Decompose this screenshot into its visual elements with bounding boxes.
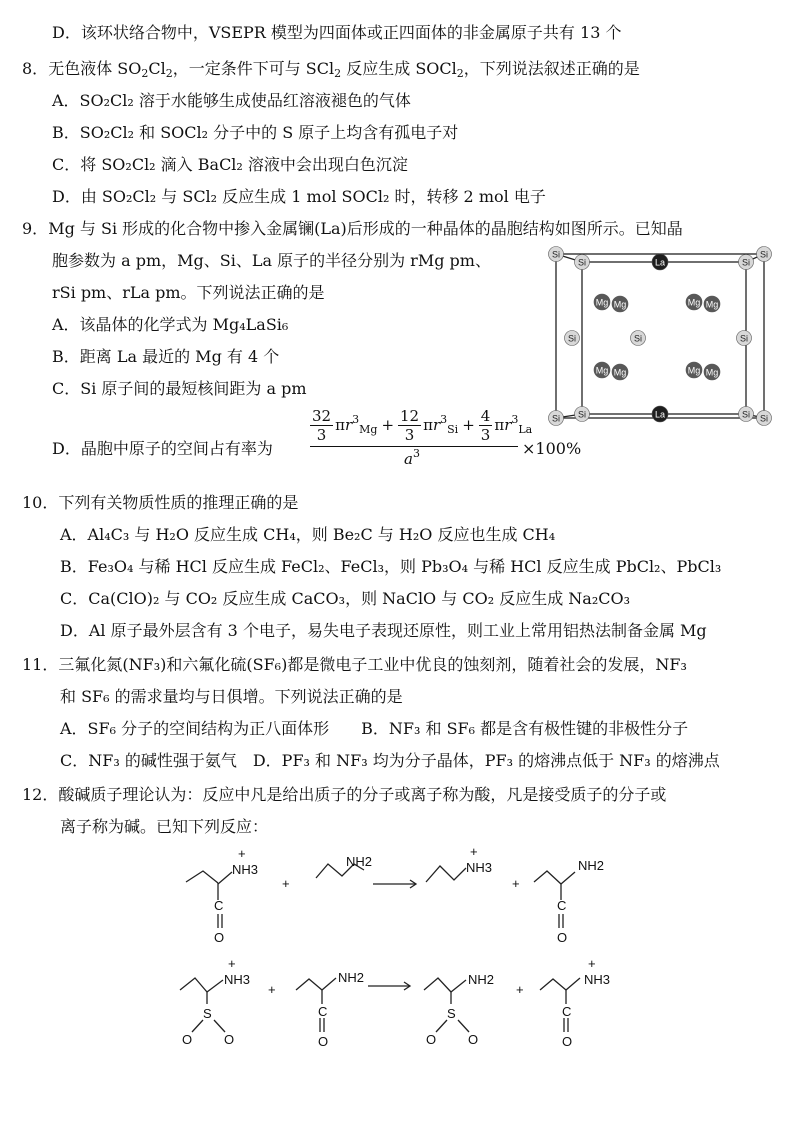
charge-plus: +: [588, 956, 596, 971]
acetamide-chain-2: [534, 871, 561, 884]
coef-mg: [310, 407, 333, 444]
plus-sign: +: [512, 876, 520, 891]
acetamide-chain-1: [186, 871, 218, 883]
si-atom-label: Si: [633, 333, 643, 344]
mg-atom-label: Mg: [687, 297, 701, 308]
q8-option-d: D．由 SO₂Cl₂ 与 SCl₂ 反应生成 1 mol SOCl₂ 时，转移 2 mol 电子: [52, 187, 546, 206]
q10-option-b: B．Fe₃O₄ 与稀 HCl 反应生成 FeCl₂、FeCl₃，则 Pb₃O₄ 与稀 HCl 反应生成 PbCl₂、PbCl₃: [60, 557, 722, 576]
si-atom-label: Si: [759, 413, 769, 424]
q8-number: 8．: [22, 59, 49, 78]
formula-denominator: $a^3$: [404, 447, 420, 468]
sulfur-atom: S: [203, 1006, 212, 1021]
q10-option-a: A．Al₄C₃ 与 H₂O 反应生成 CH₄，则 Be₂C 与 H₂O 反应也生成 CH₄: [60, 525, 556, 544]
denominator-a: a: [404, 450, 413, 468]
charge-plus: +: [470, 844, 478, 859]
q8-option-c: C．将 SO₂Cl₂ 滴入 BaCl₂ 溶液中会出现白色沉淀: [52, 155, 408, 174]
coef-si-num: 12: [400, 406, 420, 425]
packing-formula: $\frac{32}{3}$ $\pi r^3_{Mg}$ + $\frac{12}{3}$ $\pi r^3_{Si}$ + $\frac{4}{3}$ $\pi r^3_{La}$ $a^3$: [312, 406, 533, 468]
q9-option-d-tail: ×100%: [522, 439, 582, 458]
q12-number: 12．: [22, 785, 59, 804]
pi-symbol: π: [335, 416, 345, 434]
q11-options-cd: C．NF₃ 的碱性强于氨气 D．PF₃ 和 NF₃ 均为分子晶体，PF₃ 的熔沸点低于 NF₃ 的熔沸点: [60, 751, 720, 770]
si-atom-label: Si: [739, 333, 749, 344]
coef-mg-num: 32: [312, 406, 332, 425]
coef-si: [398, 407, 421, 444]
coef-mg-den: 3: [316, 425, 327, 444]
la-atom-label: La: [654, 409, 666, 420]
si-atom-label: Si: [741, 409, 751, 420]
nh3-group: NH3: [224, 972, 251, 987]
sulfonamide-chain-1: [180, 978, 207, 992]
q9-option-d-label: D．晶胞中原子的空间占有率为: [52, 439, 273, 458]
q9-option-c: C．Si 原子间的最短核间距为 a pm: [52, 379, 307, 398]
q8-option-a: A．SO₂Cl₂ 溶于水能够生成使品红溶液褪色的气体: [52, 91, 411, 110]
q10-stem: [22, 492, 298, 514]
pi-symbol: π: [423, 416, 433, 434]
q9-stem-text: Mg 与 Si 形成的化合物中掺入金属镧(La)后形成的一种晶体的晶胞结构如图所示。已知晶: [48, 219, 683, 238]
nh2-group: NH2: [468, 972, 495, 987]
charge-plus: +: [228, 956, 236, 971]
carbon-atom: C: [557, 898, 567, 913]
carbon-atom: C: [562, 1004, 572, 1019]
q11-stem-line1: [22, 654, 687, 676]
q8-option-b: B．SO₂Cl₂ 和 SOCl₂ 分子中的 S 原子上均含有孤电子对: [52, 123, 459, 142]
plus-sign: +: [268, 982, 276, 997]
q12-stem-text: 酸碱质子理论认为：反应中凡是给出质子的分子或离子称为酸，凡是接受质子的分子或: [58, 785, 667, 804]
q8-stem-part: ，下列说法叙述正确的是: [463, 59, 640, 78]
q8-stem-part: 反应生成 SOCl: [341, 59, 457, 78]
si-atom-label: Si: [577, 409, 587, 420]
q10-stem-text: 下列有关物质性质的推理正确的是: [58, 493, 299, 512]
carbon-atom: C: [318, 1004, 328, 1019]
oxygen-atom: O: [426, 1032, 437, 1047]
oxygen-atom: O: [214, 930, 225, 945]
coef-la: [479, 407, 493, 444]
mg-atom-label: Mg: [595, 297, 609, 308]
q10-option-d: D．Al 原子最外层含有 3 个电子，易失电子表现还原性，则工业上常用铝热法制备金属 Mg: [60, 621, 707, 640]
nh3-group: NH3: [466, 860, 493, 875]
mg-atom-label: Mg: [705, 299, 719, 310]
coef-la-num: 4: [480, 406, 491, 425]
si-atom-label: Si: [577, 257, 587, 268]
q11-stem-text: 三氟化氮(NF₃)和六氟化硫(SF₆)都是微电子工业中优良的蚀刻剂，随着社会的发展，NF₃: [58, 655, 687, 674]
nh3-group: NH3: [232, 862, 259, 877]
oxygen-atom: O: [562, 1034, 573, 1049]
q10-number: 10．: [22, 493, 59, 512]
oxygen-atom: O: [182, 1032, 193, 1047]
charge-plus: +: [238, 846, 246, 861]
oxygen-atom: O: [557, 930, 568, 945]
si-atom-label: Si: [567, 333, 577, 344]
mg-atom-label: Mg: [613, 299, 627, 310]
nh3-group: NH3: [584, 972, 611, 987]
mg-atom-label: Mg: [687, 365, 701, 376]
mg-atom-label: Mg: [595, 365, 609, 376]
q12-stem-line2: 离子称为碱。已知下列反应：: [60, 817, 269, 836]
q9-stem-line3: rSi pm、rLa pm。下列说法正确的是: [52, 283, 325, 302]
sulfonamide-chain-2: [424, 978, 451, 992]
plus-sign: +: [282, 876, 290, 891]
oxygen-atom: O: [224, 1032, 235, 1047]
q9-stem-line1: [22, 218, 683, 240]
q9-option-a: A．该晶体的化学式为 Mg₄LaSi₆: [52, 315, 289, 334]
q11-number: 11．: [22, 655, 59, 674]
cell-front-frame: [582, 262, 749, 414]
q9-stem-line2: 胞参数为 a pm，Mg、Si、La 原子的半径分别为 rMg pm、: [52, 251, 491, 270]
cell-back-frame: [556, 254, 764, 418]
sulfur-atom: S: [447, 1006, 456, 1021]
la-atom-label: La: [654, 257, 666, 268]
q12-stem-line1: [22, 784, 666, 806]
mg-atom-label: Mg: [613, 367, 627, 378]
acetamide-chain-3: [296, 979, 322, 990]
nh2-group: NH2: [346, 854, 373, 869]
oxygen-atom: O: [468, 1032, 479, 1047]
nh2-group: NH2: [338, 970, 365, 985]
si-atom-label: Si: [551, 249, 561, 260]
si-atom-label: Si: [741, 257, 751, 268]
q7-option-d: D．该环状络合物中，VSEPR 模型为四面体或正四面体的非金属原子共有 13 个: [52, 23, 622, 42]
si-atom-label: Si: [759, 249, 769, 260]
q8-stem-part: ，一定条件下可与 SCl: [172, 59, 335, 78]
nh2-group: NH2: [578, 858, 605, 873]
pi-symbol: π: [494, 416, 505, 434]
q8-stem-part: 无色液体 SO: [48, 59, 142, 78]
reaction-scheme: [0, 840, 794, 1070]
q11-stem-line2: 和 SF₆ 的需求量均与日俱增。下列说法正确的是: [60, 687, 403, 706]
si-atom-label: Si: [551, 413, 561, 424]
carbon-atom: C: [214, 898, 224, 913]
q9-option-b: B．距离 La 最近的 Mg 有 4 个: [52, 347, 280, 366]
acetamide-chain-4: [540, 979, 566, 990]
propylammonium-chain: [426, 866, 466, 882]
q9-number: 9．: [22, 219, 49, 238]
oxygen-atom: O: [318, 1034, 329, 1049]
plus-sign: +: [516, 982, 524, 997]
q11-options-ab: A．SF₆ 分子的空间结构为正八面体形 B．NF₃ 和 SF₆ 都是含有极性键的非极性分子: [60, 719, 689, 738]
coef-la-den: 3: [480, 425, 491, 444]
q8-stem: 8．无色液体 $SO_2Cl_2$，一定条件下可与 SCl$_2$ 反应生成 SOCl$_2$，下列说法叙述正确的是: [22, 59, 640, 80]
q8-stem-part: Cl: [148, 59, 166, 78]
q10-option-c: C．Ca(ClO)₂ 与 CO₂ 反应生成 CaCO₃，则 NaClO 与 CO₂ 反应生成 Na₂CO₃: [60, 589, 631, 608]
mg-atom-label: Mg: [705, 367, 719, 378]
coef-si-den: 3: [404, 425, 415, 444]
crystal-cell-figure: [546, 246, 776, 432]
